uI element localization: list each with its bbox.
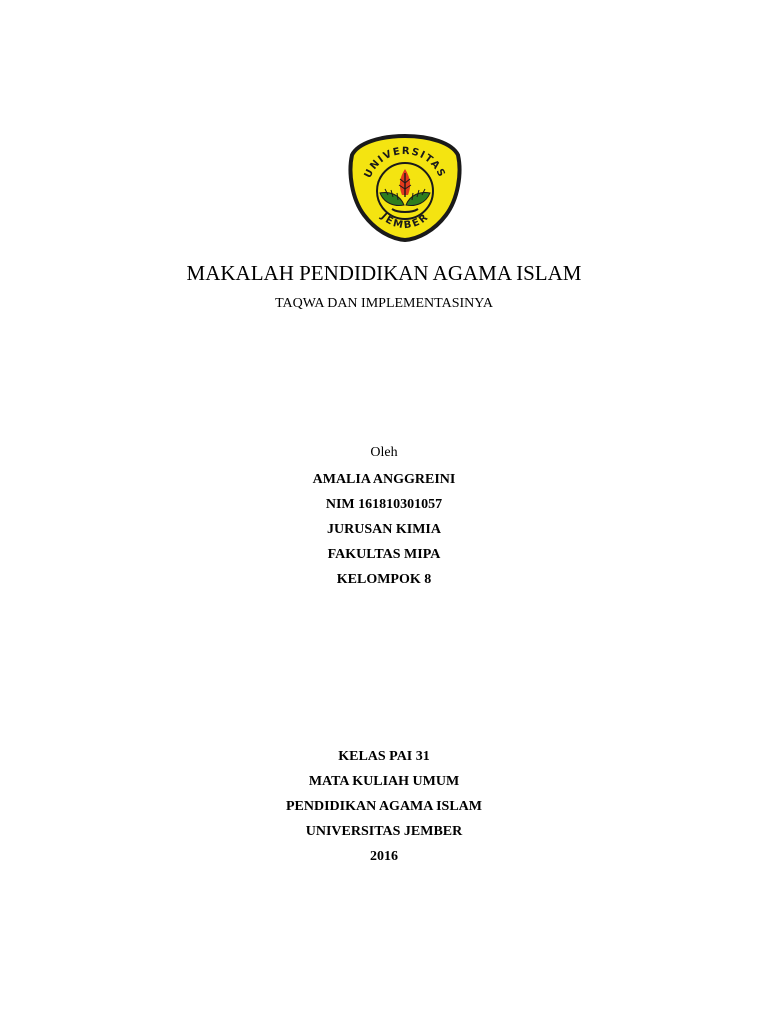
university-name: UNIVERSITAS JEMBER xyxy=(305,824,463,839)
document-subtitle: TAQWA DAN IMPLEMENTASINYA xyxy=(275,296,493,311)
document-title: MAKALAH PENDIDIKAN AGAMA ISLAM xyxy=(186,261,582,285)
author-group: KELOMPOK 8 xyxy=(336,572,432,587)
course-class: KELAS PAI 31 xyxy=(338,749,430,764)
university-logo xyxy=(348,133,462,243)
author-faculty: FAKULTAS MIPA xyxy=(327,547,441,562)
universitas-jember-seal-icon xyxy=(348,133,462,243)
course-type: MATA KULIAH UMUM xyxy=(308,774,460,789)
by-label: Oleh xyxy=(370,445,398,460)
author-nim: NIM 161810301057 xyxy=(325,497,443,512)
course-name: PENDIDIKAN AGAMA ISLAM xyxy=(285,799,482,814)
document-year: 2016 xyxy=(370,849,398,864)
logo-text-top: UNIVERSITAS xyxy=(362,145,448,180)
author-name: AMALIA ANGGREINI xyxy=(312,472,456,487)
logo-text-bottom: JEMBER xyxy=(378,211,432,232)
author-department: JURUSAN KIMIA xyxy=(327,522,441,537)
